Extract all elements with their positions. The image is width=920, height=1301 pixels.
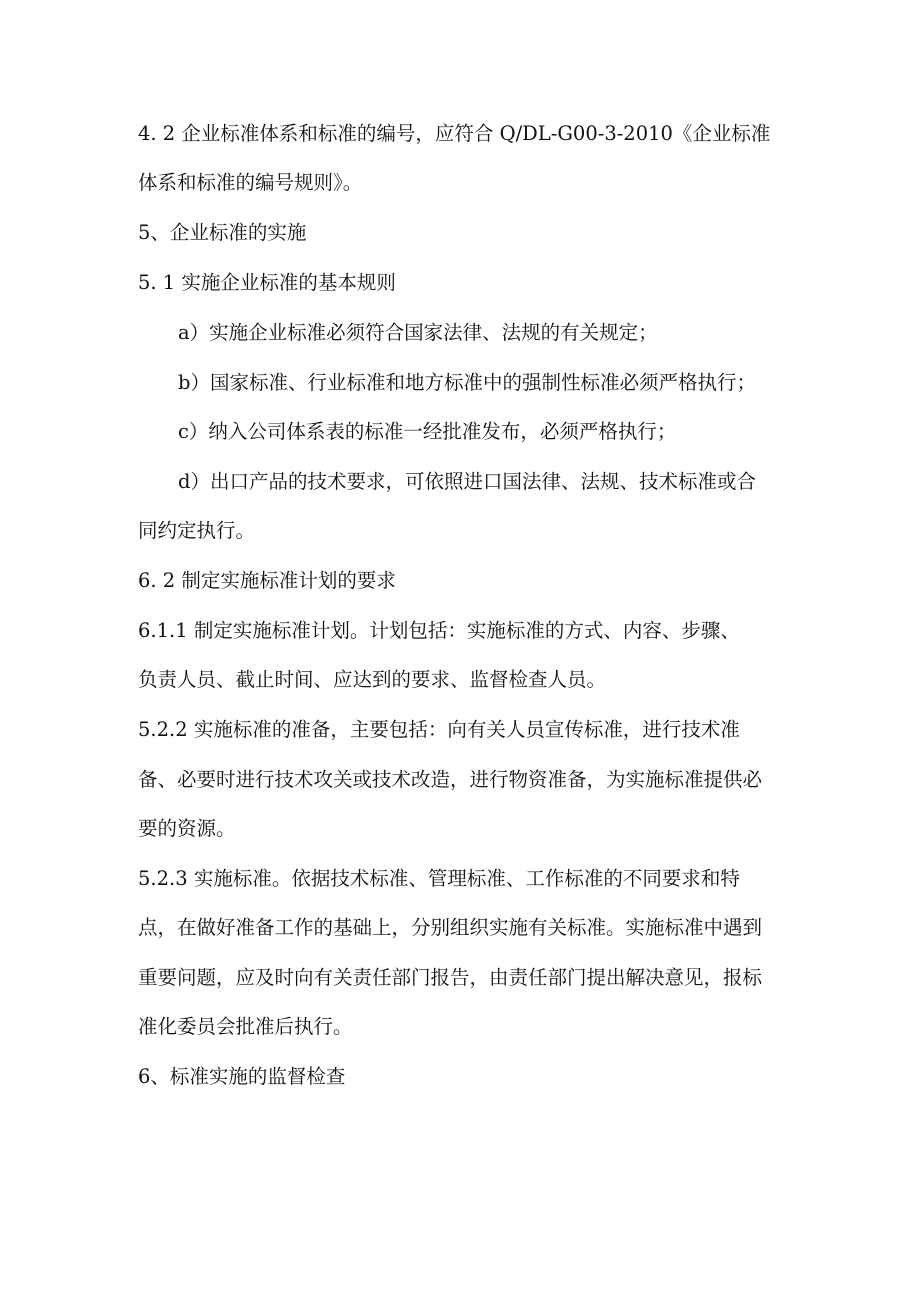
list-item: c）纳入公司体系表的标准一经批准发布，必须严格执行；: [178, 420, 677, 443]
text-line: 5.2.2 实施标准的准备，主要包括：向有关人员宣传标准，进行技术准: [138, 718, 740, 741]
text-line: 5.2.3 实施标准。依据技术标准、管理标准、工作标准的不同要求和特: [138, 867, 740, 890]
text-line: 要的资源。: [138, 817, 236, 840]
section-heading: 5、企业标准的实施: [138, 221, 307, 244]
list-item: a）实施企业标准必须符合国家法律、法规的有关规定；: [178, 321, 658, 344]
section-heading: 6、标准实施的监督检查: [138, 1065, 346, 1088]
subsection-heading: 5. 1 实施企业标准的基本规则: [138, 271, 396, 294]
text-line: 4. 2 企业标准体系和标准的编号，应符合 Q/DL-G00-3-2010《企业标准: [138, 122, 771, 145]
subsection-heading: 6. 2 制定实施标准计划的要求: [138, 569, 396, 592]
text-line: 负责人员、截止时间、应达到的要求、监督检查人员。: [138, 668, 607, 691]
text-line: 体系和标准的编号规则》。: [138, 171, 363, 194]
text-line: 备、必要时进行技术攻关或技术改造，进行物资准备，为实施标准提供必: [138, 768, 763, 791]
text-line: 6.1.1 制定实施标准计划。计划包括：实施标准的方式、内容、步骤、: [138, 619, 740, 642]
list-item: d）出口产品的技术要求，可依照进口国法律、法规、技术标准或合: [178, 470, 756, 493]
text-line: 准化委员会批准后执行。: [138, 1015, 353, 1038]
text-line: 重要问题，应及时向有关责任部门报告，由责任部门提出解决意见，报标: [138, 966, 763, 989]
text-line: 同约定执行。: [138, 519, 256, 542]
text-line: 点，在做好准备工作的基础上，分别组织实施有关标准。实施标准中遇到: [138, 916, 763, 939]
list-item: b）国家标准、行业标准和地方标准中的强制性标准必须严格执行；: [178, 371, 756, 394]
